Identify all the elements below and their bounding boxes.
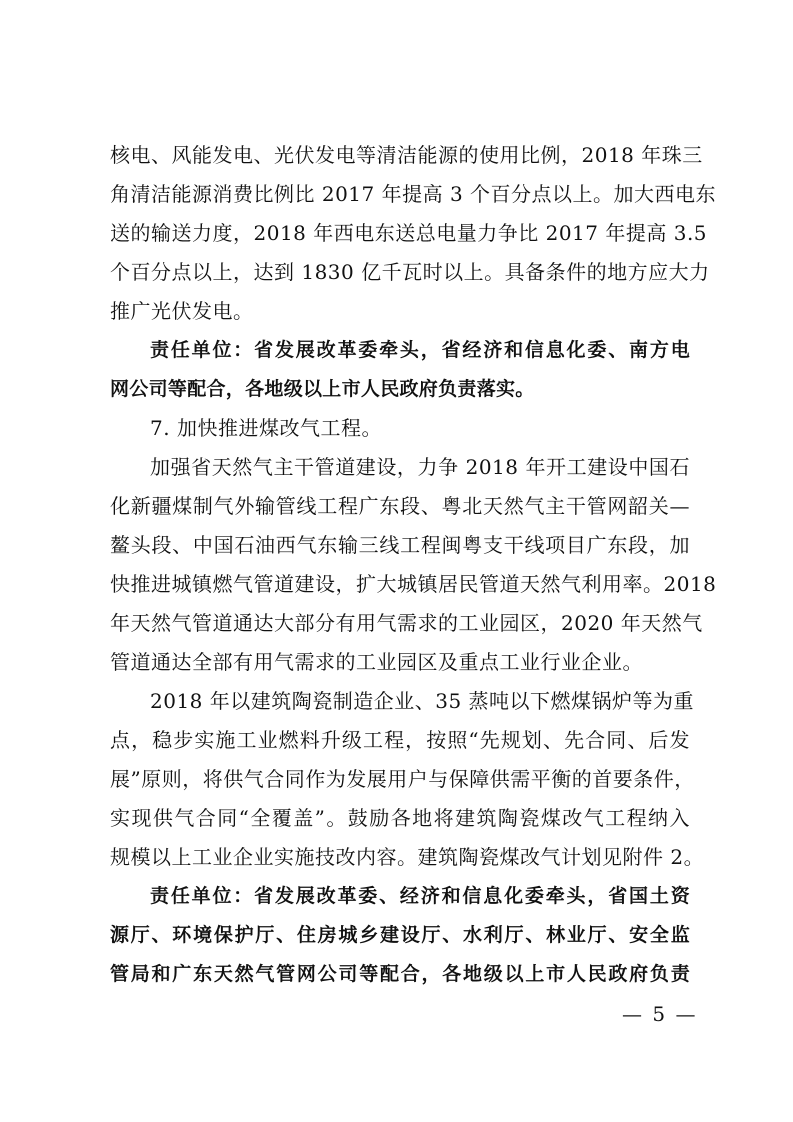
text-line: 加强省天然气主干管道建设，力争 2018 年开工建设中国石 [150, 455, 690, 479]
text-line: 规模以上工业企业实施技改内容。建筑陶瓷煤改气计划见附件 2。 [110, 845, 705, 869]
text-line: 角清洁能源消费比例比 2017 年提高 3 个百分点以上。加大西电东 [110, 182, 717, 206]
text-line: 核电、风能发电、光伏发电等清洁能源的使用比例，2018 年珠三 [110, 143, 703, 167]
text-line: 点，稳步实施工业燃料升级工程，按照“先规划、先合同、后发 [110, 728, 690, 752]
text-line: 责任单位：省发展改革委、经济和信息化委牵头，省国土资 [150, 885, 690, 907]
text-line: 化新疆煤制气外输管线工程广东段、粤北天然气主干管网韶关— [110, 494, 690, 518]
text-line: 鳌头段、中国石油西气东输三线工程闽粤支干线项目广东段，加 [110, 533, 690, 557]
text-line: 管道通达全部有用气需求的工业园区及重点工业行业企业。 [110, 650, 643, 674]
section-heading [110, 409, 690, 448]
page-number: — 5 — [622, 1002, 698, 1026]
text-line: 展”原则，将供气合同作为发展用户与保障供需平衡的首要条件， [110, 767, 695, 791]
text-line: 源厅、环境保护厅、住房城乡建设厅、水利厅、林业厅、安全监 [110, 924, 690, 946]
text-line: 个百分点以上，达到 1830 亿千瓦时以上。具备条件的地方应大力 [110, 260, 710, 284]
text-line: 2018 年以建筑陶瓷制造企业、35 蒸吨以下燃煤锅炉等为重 [150, 689, 695, 713]
text-line: 送的输送力度，2018 年西电东送总电量力争比 2017 年提高 3.5 [110, 221, 708, 245]
text-line: 年天然气管道通达大部分有用气需求的工业园区，2020 年天然气 [110, 611, 703, 635]
body-paragraph [110, 682, 705, 877]
text-line: 7. 加快推进煤改气工程。 [150, 416, 382, 440]
document-body [110, 136, 717, 994]
text-line: 推广光伏发电。 [110, 299, 254, 323]
responsibility-paragraph [110, 331, 690, 409]
body-paragraph [110, 136, 717, 331]
text-line: 管局和广东天然气管网公司等配合，各地级以上市人民政府负责 [110, 963, 690, 985]
text-line: 网公司等配合，各地级以上市人民政府负责落实。 [110, 378, 535, 400]
text-line: 实现供气合同“全覆盖”。鼓励各地将建筑陶瓷煤改气工程纳入 [110, 806, 690, 830]
text-line: 快推进城镇燃气管道建设，扩大城镇居民管道天然气利用率。2018 [110, 572, 717, 596]
responsibility-paragraph [110, 877, 690, 994]
text-line: 责任单位：省发展改革委牵头，省经济和信息化委、南方电 [150, 339, 690, 361]
body-paragraph [110, 448, 717, 682]
